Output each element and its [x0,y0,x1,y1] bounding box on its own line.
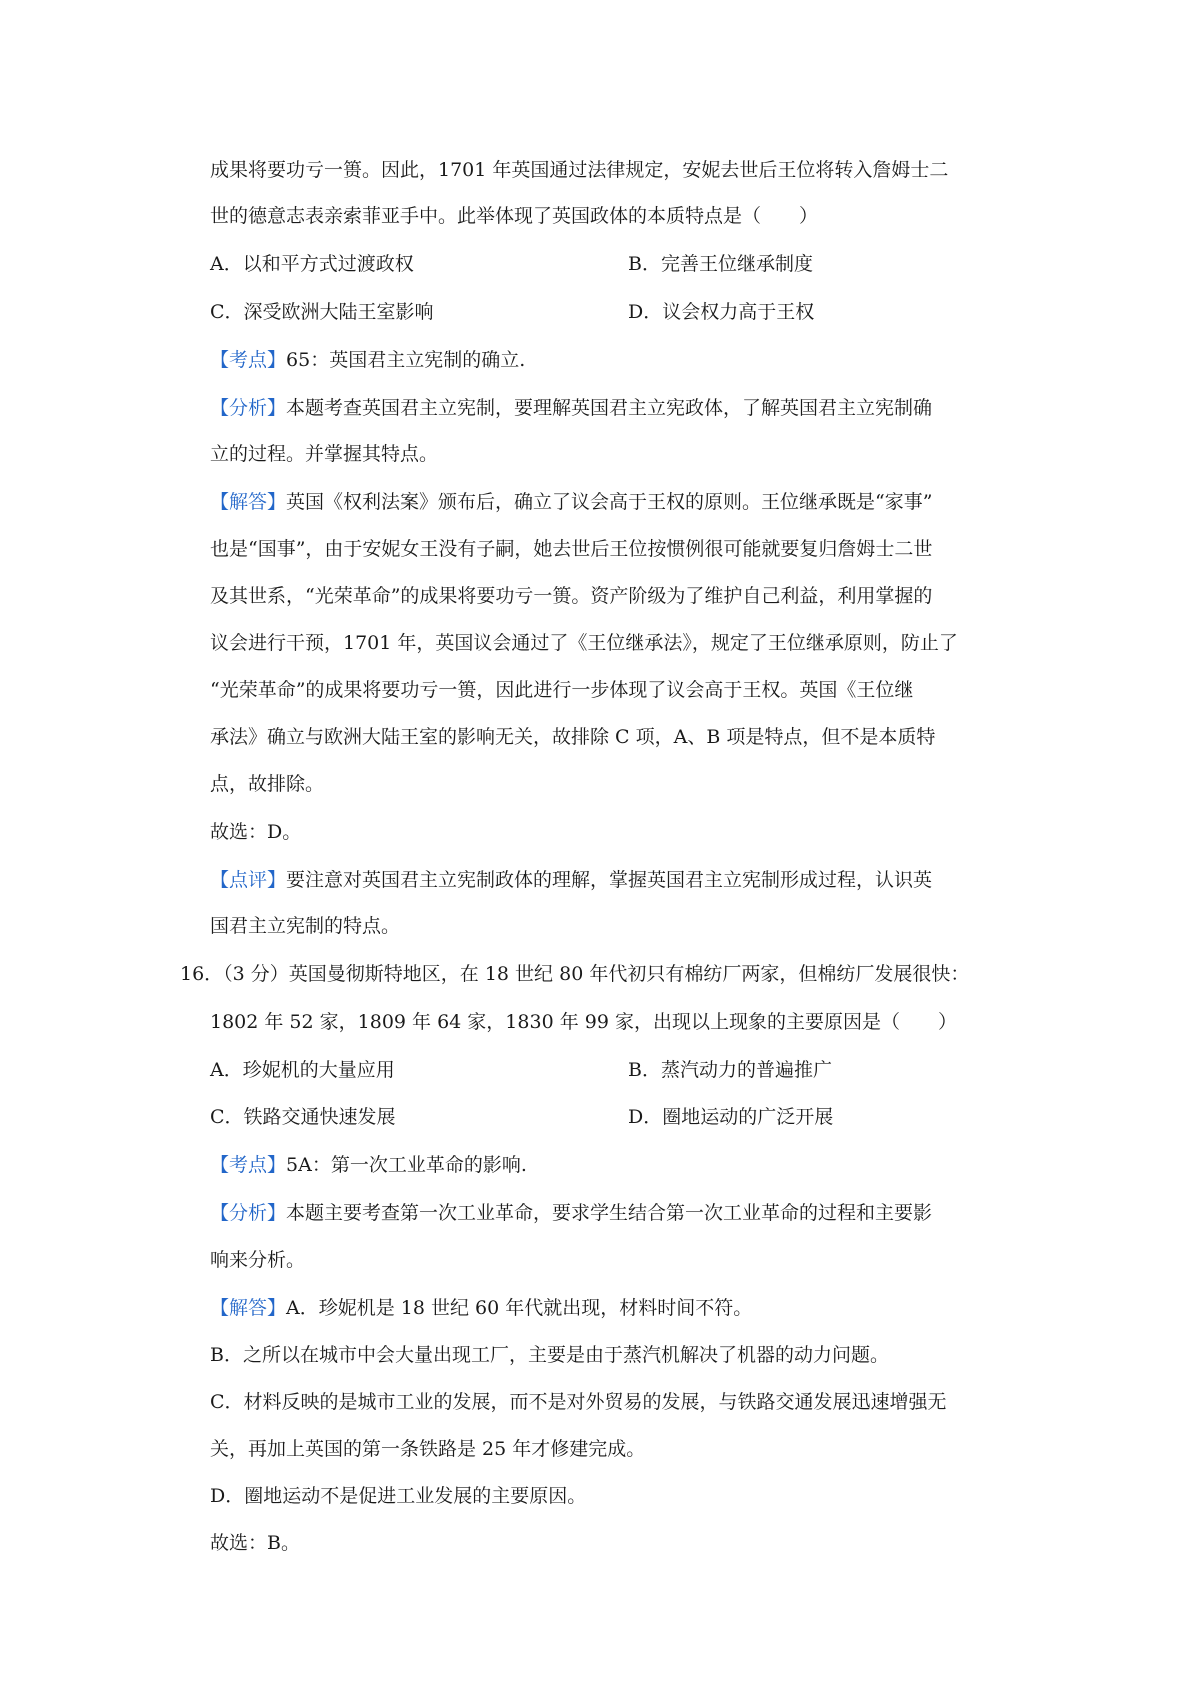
q15-jieda-line-5: “光荣革命”的成果将要功亏一篑，因此进行一步体现了议会高于王权。英国《王位继 [210,679,914,701]
q15-jieda-line-3: 及其世系，“光荣革命”的成果将要功亏一篑。资产阶级为了维护自己利益，利用掌握的 [210,585,933,607]
q16-fenxi-line-2: 响来分析。 [210,1249,306,1271]
q15-kaodian [210,348,1030,372]
q15-jieda-line-4: 议会进行干预，1701 年，英国议会通过了《王位继承法》，规定了王位继承原则，防止了 [210,632,958,654]
q16-jieda-line-1 [210,1296,1030,1320]
fenxi-tag: 【分析】 [210,1202,287,1224]
q15-dianping-line-2: 国君主立宪制的特点。 [210,915,401,937]
q15-jieda-line-7: 点，故排除。 [210,773,325,795]
q16-option-b: B．蒸汽动力的普遍推广 [628,1059,832,1081]
jieda-tag: 【解答】 [210,1297,287,1319]
q16-option-c: C．铁路交通快速发展 [210,1106,396,1128]
fenxi-text: 本题主要考查第一次工业革命，要求学生结合第一次工业革命的过程和主要影 [286,1202,933,1224]
q16-option-d: D．圈地运动的广泛开展 [628,1106,834,1128]
q15-option-b: B．完善王位继承制度 [628,253,813,275]
jieda-tag: 【解答】 [210,491,287,513]
kaodian-text: 5A：第一次工业革命的影响. [286,1154,527,1176]
q16-jieda-line-3: C．材料反映的是城市工业的发展，而不是对外贸易的发展，与铁路交通发展迅速增强无 [210,1391,947,1413]
q15-fenxi-line-1 [210,396,1030,420]
jieda-text: 英国《权利法案》颁布后，确立了议会高于王权的原则。王位继承既是“家事” [286,491,933,513]
q15-option-c: C．深受欧洲大陆王室影响 [210,301,434,323]
q15-option-d: D．议会权力高于王权 [628,301,815,323]
q15-answer: 故选：D。 [210,821,302,843]
q15-dianping-line-1 [210,868,1030,892]
q15-jieda-line-6: 承法》确立与欧洲大陆王室的影响无关，故排除 C 项，A、B 项是特点，但不是本质特 [210,726,936,748]
q15-option-a: A．以和平方式过渡政权 [210,253,414,275]
kaodian-text: 65：英国君主立宪制的确立. [286,349,526,371]
q15-stem-line-1: 成果将要功亏一篑。因此，1701 年英国通过法律规定，安妮去世后王位将转入詹姆士二 [210,159,949,181]
q16-stem-line-2: 1802 年 52 家，1809 年 64 家，1830 年 99 家，出现以上现象的主要原因是（ ） [210,1011,957,1033]
q16-option-a: A．珍妮机的大量应用 [210,1059,395,1081]
q16-stem-line-1: 16．（3 分）英国曼彻斯特地区，在 18 世纪 80 年代初只有棉纺厂两家，但棉纺厂发展很快： [180,963,970,985]
q15-jieda-line-2: 也是“国事”，由于安妮女王没有子嗣，她去世后王位按惯例很可能就要复归詹姆士二世 [210,538,933,560]
fenxi-tag: 【分析】 [210,397,287,419]
dianping-text: 要注意对英国君主立宪制政体的理解，掌握英国君主立宪制形成过程，认识英 [286,869,933,891]
q16-fenxi-line-1 [210,1201,1030,1225]
q15-fenxi-line-2: 立的过程。并掌握其特点。 [210,443,439,465]
q16-jieda-line-5: D．圈地运动不是促进工业发展的主要原因。 [210,1485,587,1507]
fenxi-text: 本题考查英国君主立宪制，要理解英国君主立宪政体，了解英国君主立宪制确 [286,397,933,419]
jieda-text: A．珍妮机是 18 世纪 60 年代就出现，材料时间不符。 [286,1297,753,1319]
dianping-tag: 【点评】 [210,869,287,891]
q15-jieda-line-1 [210,490,1030,514]
kaodian-tag: 【考点】 [210,1154,287,1176]
q15-stem-line-2: 世的德意志表亲索菲亚手中。此举体现了英国政体的本质特点是（ ） [210,205,819,227]
kaodian-tag: 【考点】 [210,349,287,371]
q16-kaodian [210,1153,1030,1177]
q16-jieda-line-2: B．之所以在城市中会大量出现工厂，主要是由于蒸汽机解决了机器的动力问题。 [210,1344,889,1366]
q16-answer: 故选：B。 [210,1532,300,1554]
q16-jieda-line-4: 关，再加上英国的第一条铁路是 25 年才修建完成。 [210,1438,646,1460]
